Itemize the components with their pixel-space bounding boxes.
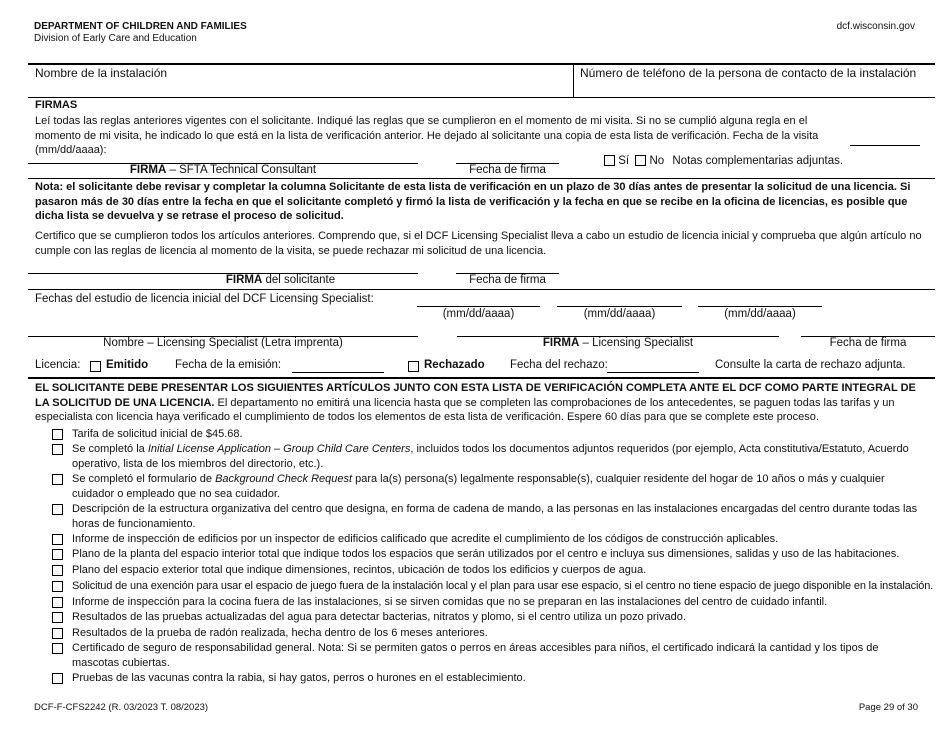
divider [28,178,935,179]
study-date-2-line[interactable] [557,306,682,307]
signatures-intro: Leí todas las reglas anteriores vigentes con el solicitante. Indiqué las reglas que se cumplieron en el momento de mi visita. Si no se cumplió alguna regla en el momento de mi visita, he indicado lo que está en la lista de verificación anterior. He dejado al solicitante una copia de esta lista de verificación. Fecha de la visita (mm/dd/aaaa): [35,115,819,156]
item-checkbox[interactable] [52,534,63,545]
checklist-item: Certificado de seguro de responsabilidad general. Nota: Si se permiten gatos o perros en áreas accesibles para niños, el certificado indicará la cantidad y los tipos de mascotas cubiertas. [52,641,927,671]
contact-phone-label: Número de teléfono de la persona de contacto de la instalación [580,66,917,80]
applicant-date-label: Fecha de firma [469,274,546,286]
issued-label: Emitido [106,359,149,371]
divider [28,63,935,65]
checklist-item: Tarifa de solicitud inicial de $45.68. [52,427,927,442]
rejected-checkbox[interactable] [408,361,419,372]
no-label: No [649,155,665,167]
item-checkbox[interactable] [52,643,63,654]
yes-label: Sí [618,155,630,167]
item-checkbox[interactable] [52,565,63,576]
ls-date-label: Fecha de firma [829,337,907,349]
date-format-1: (mm/dd/aaaa) [442,308,515,320]
checklist-item: Pruebas de las vacunas contra la rabia, si hay gatos, perros o hurones en el establecimiento. [52,671,927,686]
rejected-label: Rechazado [424,359,485,371]
item-checkbox[interactable] [52,597,63,608]
visit-date-field[interactable] [850,145,920,146]
yes-checkbox[interactable] [604,155,615,166]
notes-label: Notas complementarias adjuntas. [672,155,844,167]
checklist-item: Plano de la planta del espacio interior total que indique todos los espacios que serán utilizados por el centro e incluya sus dimensiones, salidas y uso de las habitaciones. [52,547,927,562]
checklist-item: Informe de inspección para la cocina fuera de las instalaciones, si se sirven comidas que no se preparan en las instalaciones del centro de cuidado infantil. [52,595,927,610]
submission-instructions: EL SOLICITANTE DEBE PRESENTAR LOS SIGUIENTES ARTÍCULOS JUNTO CON ESTA LISTA DE VERIFICACIÓN COMPLETA ANTE EL DCF COMO PARTE INTEGRAL DE LA SOLICITUD DE UNA LICENCIA. El departamento no emitirá una licencia hasta que se completen las comprobaciones de los antecedentes, se paguen todas las tarifas y un especialista con licencia haya verificado el cumplimiento de todos los elementos de esta lista de verificación. Espere 60 días para que se complete este proceso. [35,382,916,423]
date-format-2: (mm/dd/aaaa) [583,308,656,320]
study-date-1-line[interactable] [417,306,540,307]
item-checkbox[interactable] [52,504,63,515]
no-checkbox[interactable] [635,155,646,166]
study-date-3-line[interactable] [698,306,822,307]
divider [573,65,574,97]
item-checkbox[interactable] [52,444,63,455]
item-checkbox[interactable] [52,612,63,623]
certification-text: Certifico que se cumplieron todos los artículos anteriores. Comprendo que, si el DCF Licensing Specialist lleva a cabo un estudio de licencia inicial y comprueba que algún artículo no cumple con las reglas de licencia al momento de la visita, se puede rechazar mi solicitud de una licencia. [35,230,922,257]
checklist-item: Resultados de la prueba de radón realizada, hecha dentro de los 6 meses anteriores. [52,626,927,641]
reject-date-line[interactable] [607,372,699,373]
issue-date-line[interactable] [292,372,384,373]
item-checkbox[interactable] [52,673,63,684]
sfta-date-label: Fecha de firma [469,164,546,176]
sfta-signature-label: FIRMA – SFTA Technical Consultant [129,164,317,176]
signatures-heading: FIRMAS [35,99,78,111]
item-checkbox[interactable] [52,581,63,592]
ls-signature-label: FIRMA – Licensing Specialist [542,337,694,349]
notes-attached [604,155,843,167]
study-dates-label: Fechas del estudio de licencia inicial del DCF Licensing Specialist: [35,293,374,305]
license-label: Licencia: [35,359,81,371]
department-name: DEPARTMENT OF CHILDREN AND FAMILIES [34,21,247,32]
applicant-signature-label: FIRMA del solicitante [225,274,336,286]
checklist-item: Resultados de las pruebas actualizadas del agua para detectar bacterias, nitratos y plomo, si el centro utiliza un pozo privado. [52,610,927,625]
website-url: dcf.wisconsin.gov [836,21,915,32]
checklist-item: Informe de inspección de edificios por un inspector de edificios calificado que acredite el cumplimiento de los códigos de construcción aplicables. [52,532,927,547]
facility-name-label: Nombre de la instalación [35,66,168,80]
checklist-item: Se completó la Initial License Application – Group Child Care Centers, incluidos todos los documentos adjuntos requeridos (por ejemplo, Acta constitutiva/Estatuto, Acuerdo operativo, lista de los miembros del directorio, etc.). [52,442,927,472]
item-checkbox[interactable] [52,429,63,440]
division-name: Division of Early Care and Education [34,33,197,44]
checklist-item: Se completó el formulario de Background Check Request para la(s) persona(s) legalmente responsable(s), cualquier residente del hogar de 10 años o más y cualquier cuidador o empleado que no sea cuidador. [52,472,927,502]
divider [28,97,935,98]
checklist-item: Plano del espacio exterior total que indique dimensiones, recintos, ubicación de todos los edificios y cuerpos de agua. [52,563,927,578]
checklist-item: Descripción de la estructura organizativa del centro que designa, en forma de cadena de mando, a las personas en las instalaciones encargadas del centro durante todas las horas de funcionamiento. [52,502,927,532]
divider [28,377,935,379]
item-checkbox[interactable] [52,549,63,560]
reject-letter-label: Consulte la carta de rechazo adjunta. [715,359,906,371]
divider [28,289,935,290]
page-number: Page 29 of 30 [858,702,918,713]
issued-checkbox[interactable] [90,361,101,372]
checklist-item: Solicitud de una exención para usar el espacio de juego fuera de la instalación local y el plan para usar ese espacio, si el centro no tiene espacio de juego disponible en la instalación. [52,579,927,594]
item-checkbox[interactable] [52,628,63,639]
applicant-note: Nota: el solicitante debe revisar y completar la columna Solicitante de esta lista de verificación en un plazo de 30 días antes de presentar la solicitud de una licencia. Si pasaron más de 30 días entre la fecha en que el solicitante completó y firmó la lista de verificación y la fecha en que se recibe en la oficina de licencias, es posible que dicha lista se devuelva y se retrase el proceso de solicitud. [35,181,911,222]
ls-name-label: Nombre – Licensing Specialist (Letra imprenta) [103,337,343,349]
date-format-3: (mm/dd/aaaa) [724,308,796,320]
form-id: DCF-F-CFS2242 (R. 03/2023 T. 08/2023) [34,702,209,713]
item-checkbox[interactable] [52,474,63,485]
issue-date-label: Fecha de la emisión: [175,359,282,371]
reject-date-label: Fecha del rechazo: [510,359,608,371]
